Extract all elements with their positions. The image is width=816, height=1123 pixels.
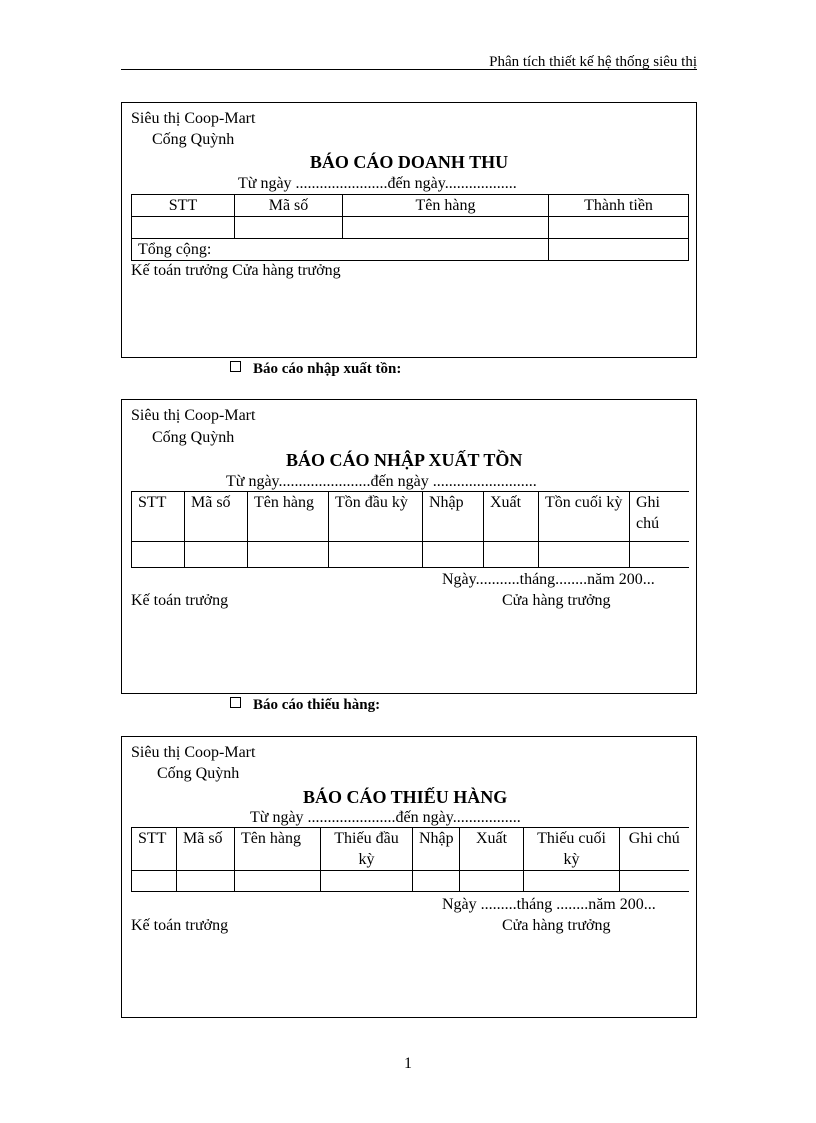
col-header: Xuất	[484, 492, 539, 542]
total-value	[549, 239, 689, 261]
store-branch: Cống Quỳnh	[157, 765, 240, 782]
table-cell	[321, 871, 413, 892]
col-header: Tồn cuối kỳ	[539, 492, 630, 542]
signers: Kế toán trưởng Cửa hàng trưởng	[131, 262, 341, 279]
inventory-report-box	[121, 399, 697, 694]
col-header: STT	[132, 195, 235, 217]
total-row	[132, 239, 689, 261]
col-header: STT	[132, 492, 185, 542]
store-branch: Cống Quỳnh	[152, 131, 235, 148]
shortage-report-box	[121, 736, 697, 1018]
table-cell	[343, 217, 549, 239]
revenue-report-box	[121, 102, 697, 358]
section-label-text: Báo cáo nhập xuất tồn:	[253, 361, 402, 377]
col-header: STT	[132, 828, 177, 871]
col-header: Tên hàng	[248, 492, 329, 542]
checkbox-icon	[230, 697, 241, 708]
signer-left: Kế toán trưởng	[131, 592, 229, 609]
col-header: Thiếu cuối kỳ	[524, 828, 620, 871]
table-cell	[460, 871, 524, 892]
table-cell	[484, 542, 539, 568]
date-line: Ngày .........tháng ........năm 200...	[442, 896, 656, 913]
col-header: Ghi chú	[620, 828, 689, 871]
table-cell	[132, 217, 235, 239]
date-range: Từ ngày.......................đến ngày ..........................	[226, 473, 537, 490]
table-cell	[185, 542, 248, 568]
col-header: Nhập	[423, 492, 484, 542]
page-number: 1	[404, 1055, 412, 1072]
table-row	[132, 871, 689, 892]
col-header: Tồn đầu kỳ	[329, 492, 423, 542]
table-cell	[620, 871, 689, 892]
col-header: Thành tiền	[549, 195, 689, 217]
page-header	[121, 52, 697, 70]
table-cell	[524, 871, 620, 892]
table-cell	[235, 217, 343, 239]
date-line: Ngày...........tháng........năm 200...	[442, 571, 655, 588]
table-cell	[329, 542, 423, 568]
table-cell	[423, 542, 484, 568]
store-name: Siêu thị Coop-Mart	[131, 110, 256, 127]
revenue-table	[131, 194, 689, 261]
table-cell	[248, 542, 329, 568]
table-cell	[413, 871, 460, 892]
col-header: Tên hàng	[343, 195, 549, 217]
table-cell	[132, 542, 185, 568]
col-header: Nhập	[413, 828, 460, 871]
col-header: Tên hàng	[235, 828, 321, 871]
table-header-row	[132, 828, 689, 871]
col-header: Mã số	[177, 828, 235, 871]
table-cell	[539, 542, 630, 568]
table-header-row	[132, 492, 689, 542]
col-header: Ghi chú	[630, 492, 689, 542]
store-name: Siêu thị Coop-Mart	[131, 744, 256, 761]
inventory-table	[131, 491, 689, 568]
signer-left: Kế toán trưởng	[131, 917, 229, 934]
store-name: Siêu thị Coop-Mart	[131, 407, 256, 424]
signer-right: Cửa hàng trưởng	[502, 592, 611, 609]
table-row	[132, 217, 689, 239]
table-cell	[549, 217, 689, 239]
total-label: Tổng cộng:	[132, 239, 549, 261]
report-title: BÁO CÁO DOANH THU	[309, 152, 509, 172]
report-title: BÁO CÁO NHẬP XUẤT TỒN	[286, 450, 523, 470]
section-label-text: Báo cáo thiếu hàng:	[253, 697, 381, 713]
shortage-table	[131, 827, 689, 892]
section-label-inventory	[230, 361, 401, 378]
col-header: Mã số	[185, 492, 248, 542]
date-range: Từ ngày .......................đến ngày..................	[238, 175, 517, 192]
table-header-row	[132, 195, 689, 217]
col-header: Thiếu đầu kỳ	[321, 828, 413, 871]
col-header: Xuất	[460, 828, 524, 871]
signer-right: Cửa hàng trưởng	[502, 917, 611, 934]
col-header: Mã số	[235, 195, 343, 217]
store-branch: Cống Quỳnh	[152, 429, 235, 446]
table-cell	[132, 871, 177, 892]
table-cell	[177, 871, 235, 892]
table-cell	[630, 542, 689, 568]
section-label-shortage	[230, 697, 380, 714]
table-row	[132, 542, 689, 568]
report-title: BÁO CÁO THIẾU HÀNG	[303, 787, 508, 807]
table-cell	[235, 871, 321, 892]
running-title: Phân tích thiết kế hệ thống siêu thị	[489, 54, 697, 70]
checkbox-icon	[230, 361, 241, 372]
date-range: Từ ngày ......................đến ngày.................	[250, 809, 521, 826]
